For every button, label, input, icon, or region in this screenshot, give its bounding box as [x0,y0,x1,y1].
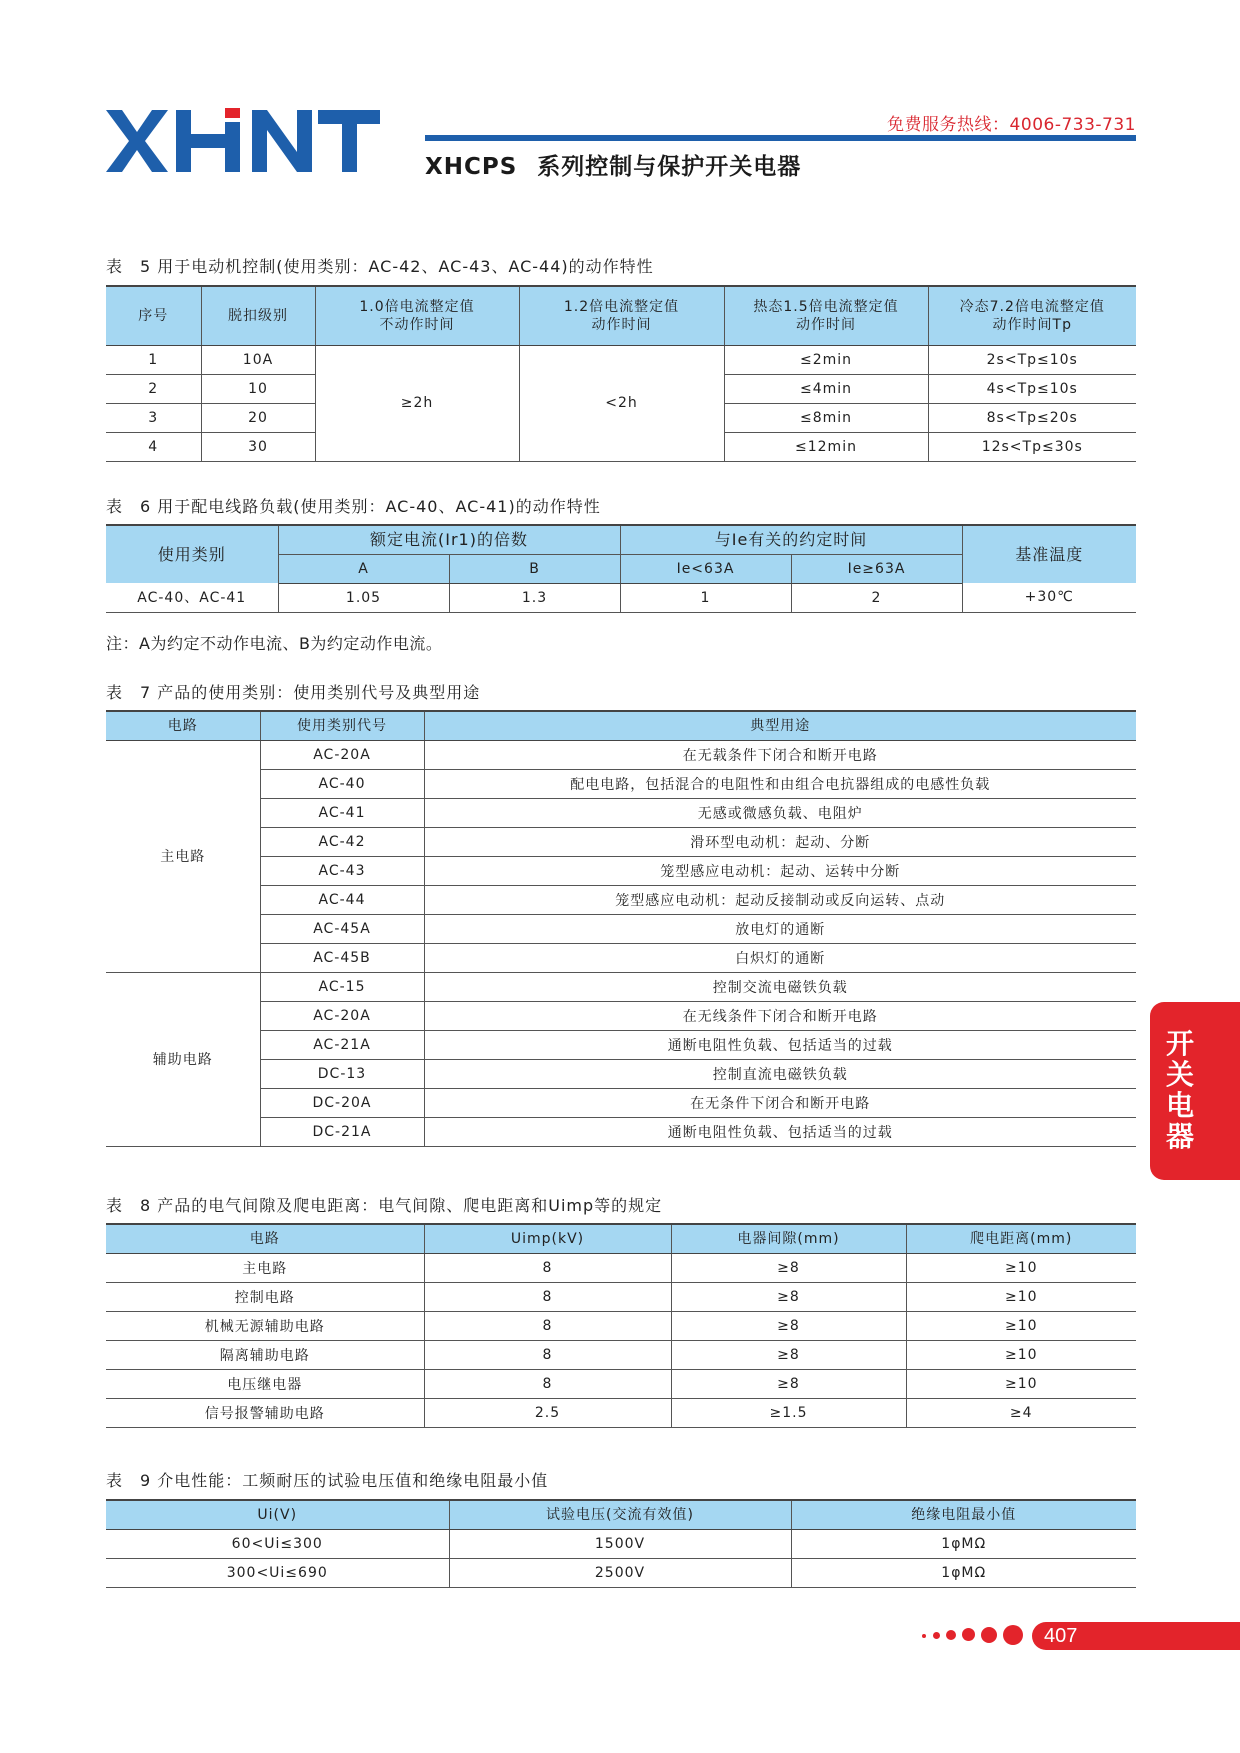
table9-cell: 1φMΩ [791,1558,1136,1587]
table8-cell: 机械无源辅助电路 [106,1311,424,1340]
table5-cell: 2 [106,374,201,403]
table5-cell: 10A [201,345,315,374]
table5-cell: 12s<Tp≤30s [928,432,1136,461]
table8-cell: 电压继电器 [106,1369,424,1398]
table7-caption: 表 7 产品的使用类别：使用类别代号及典型用途 [106,683,481,702]
table6-header-cell: 额定电流(Ir1)的倍数 [278,525,620,554]
side-tab-label: 开关电器 [1165,1027,1194,1153]
table7-usage: 在无线条件下闭合和断开电路 [424,1001,1136,1030]
page-dot-icon [962,1628,975,1641]
table5-cell: 30 [201,432,315,461]
table5 [106,285,1136,462]
table5-cell: 2s<Tp≤10s [928,345,1136,374]
table9-cell: 1φMΩ [791,1529,1136,1558]
table5-cell: 10 [201,374,315,403]
table9-header-cell: 绝缘电阻最小值 [791,1500,1136,1529]
table8-cell: ≥10 [906,1340,1136,1369]
table5-merged-cell: <2h [519,345,724,461]
table8-cell: 8 [424,1253,671,1282]
table7-code: AC-45B [260,943,424,972]
table6-cell: 1 [620,583,791,612]
table9-cell: 1500V [449,1529,791,1558]
table8-cell: 8 [424,1340,671,1369]
page-dot-icon [933,1632,940,1639]
table7-header-cell: 典型用途 [424,711,1136,740]
table5-cell: 8s<Tp≤20s [928,403,1136,432]
table8-cell: 主电路 [106,1253,424,1282]
table6-cell: +30℃ [962,583,1136,612]
table8-cell: ≥8 [671,1253,906,1282]
table7-usage: 通断电阻性负载、包括适当的过载 [424,1030,1136,1059]
table7-code: AC-15 [260,972,424,1001]
series-title: 系列控制与保护开关电器 [537,154,802,180]
table9-header-cell: Ui(V) [106,1500,449,1529]
table8-cell: 控制电路 [106,1282,424,1311]
table8-cell: 8 [424,1311,671,1340]
table5-cell: 3 [106,403,201,432]
table8-cell: 隔离辅助电路 [106,1340,424,1369]
table8-cell: ≥8 [671,1311,906,1340]
page-number-badge [1032,1622,1240,1650]
table7-header-cell: 使用类别代号 [260,711,424,740]
page-dot-icon [946,1630,956,1640]
table5-cell: ≤8min [724,403,928,432]
table5-header-cell: 冷态7.2倍电流整定值 动作时间Tp [928,286,1136,345]
table8-header-cell: 电路 [106,1224,424,1253]
table7-code: AC-20A [260,1001,424,1030]
table7-code: AC-40 [260,769,424,798]
table5-header-cell: 脱扣级别 [201,286,315,345]
table7 [106,710,1136,1147]
table9-cell: 300<Ui≤690 [106,1558,449,1587]
table7-usage: 无感或微感负载、电阻炉 [424,798,1136,827]
table8-cell: ≥10 [906,1369,1136,1398]
category-side-tab[interactable] [1150,1002,1240,1180]
page-title [425,148,801,181]
table7-usage: 在无载条件下闭合和断开电路 [424,740,1136,769]
table6-cell: 1.3 [449,583,620,612]
table8 [106,1223,1136,1428]
table6-header-cell: A [278,554,449,583]
table7-usage: 控制直流电磁铁负载 [424,1059,1136,1088]
table8-cell: ≥1.5 [671,1398,906,1427]
table7-code: DC-13 [260,1059,424,1088]
table7-usage: 笼型感应电动机：起动、运转中分断 [424,856,1136,885]
table7-code: DC-20A [260,1088,424,1117]
table7-code: AC-44 [260,885,424,914]
table8-cell: ≥4 [906,1398,1136,1427]
table9-cell: 2500V [449,1558,791,1587]
table5-cell: 4s<Tp≤10s [928,374,1136,403]
table7-usage: 在无条件下闭合和断开电路 [424,1088,1136,1117]
table6-header-cell: 基准温度 [962,525,1136,583]
table7-code: AC-42 [260,827,424,856]
table6-cell: 2 [791,583,962,612]
table7-usage: 滑环型电动机：起动、分断 [424,827,1136,856]
table5-cell: ≤2min [724,345,928,374]
table6-header-cell: Ie<63A [620,554,791,583]
series-code: XHCPS [425,154,518,180]
table8-cell: 8 [424,1282,671,1311]
table5-header-cell: 1.0倍电流整定值 不动作时间 [315,286,519,345]
table6-caption: 表 6 用于配电线路负载(使用类别：AC-40、AC-41)的动作特性 [106,497,601,516]
table8-cell: ≥10 [906,1253,1136,1282]
table8-cell: ≥8 [671,1282,906,1311]
page-dot-icon [1003,1625,1023,1645]
table8-cell: 8 [424,1369,671,1398]
table7-usage: 通断电阻性负载、包括适当的过载 [424,1117,1136,1146]
table6-note: 注：A为约定不动作电流、B为约定动作电流。 [106,634,443,653]
table7-code: AC-43 [260,856,424,885]
table7-usage: 笼型感应电动机：起动反接制动或反向运转、点动 [424,885,1136,914]
xhnt-logo [104,108,384,174]
table5-cell: ≤12min [724,432,928,461]
table6-cell: 1.05 [278,583,449,612]
table7-code: AC-45A [260,914,424,943]
table8-header-cell: 电器间隙(mm) [671,1224,906,1253]
table5-caption: 表 5 用于电动机控制(使用类别：AC-42、AC-43、AC-44)的动作特性 [106,257,654,276]
table6-header-cell: Ie≥63A [791,554,962,583]
table9-caption: 表 9 介电性能：工频耐压的试验电压值和绝缘电阻最小值 [106,1471,549,1490]
table8-cell: ≥10 [906,1282,1136,1311]
table8-cell: ≥8 [671,1340,906,1369]
table7-code: AC-21A [260,1030,424,1059]
table6-cell: AC-40、AC-41 [106,583,278,612]
table7-usage: 配电电路，包括混合的电阻性和由组合电抗器组成的电感性负载 [424,769,1136,798]
table7-usage: 放电灯的通断 [424,914,1136,943]
table5-merged-cell: ≥2h [315,345,519,461]
table5-header-cell: 热态1.5倍电流整定值 动作时间 [724,286,928,345]
table8-cell: 2.5 [424,1398,671,1427]
table5-cell: ≤4min [724,374,928,403]
header-rule [425,135,1136,141]
page-number: 407 [1044,1625,1078,1647]
table7-code: AC-20A [260,740,424,769]
table5-header-cell: 1.2倍电流整定值 动作时间 [519,286,724,345]
table5-cell: 1 [106,345,201,374]
table5-cell: 20 [201,403,315,432]
table5-cell: 4 [106,432,201,461]
table7-group-main: 主电路 [106,740,260,972]
table9 [106,1499,1136,1588]
table6-header-cell: 使用类别 [106,525,278,583]
table6-header-cell: 与Ie有关的约定时间 [620,525,962,554]
table8-header-cell: 爬电距离(mm) [906,1224,1136,1253]
service-hotline: 免费服务热线：4006-733-731 [887,115,1136,135]
table8-cell: 信号报警辅助电路 [106,1398,424,1427]
table8-cell: ≥8 [671,1369,906,1398]
table5-header-cell: 序号 [106,286,201,345]
table6-header-cell: B [449,554,620,583]
table7-usage: 白炽灯的通断 [424,943,1136,972]
table6 [106,524,1136,613]
table8-caption: 表 8 产品的电气间隙及爬电距离：电气间隙、爬电距离和Uimp等的规定 [106,1196,663,1215]
table8-header-cell: Uimp(kV) [424,1224,671,1253]
table7-header-cell: 电路 [106,711,260,740]
table7-code: DC-21A [260,1117,424,1146]
page-dot-icon [922,1634,926,1638]
table7-code: AC-41 [260,798,424,827]
table8-cell: ≥10 [906,1311,1136,1340]
table9-cell: 60<Ui≤300 [106,1529,449,1558]
table7-group-aux: 辅助电路 [106,972,260,1146]
table9-header-cell: 试验电压(交流有效值) [449,1500,791,1529]
table7-usage: 控制交流电磁铁负载 [424,972,1136,1001]
page-dot-icon [981,1627,997,1643]
